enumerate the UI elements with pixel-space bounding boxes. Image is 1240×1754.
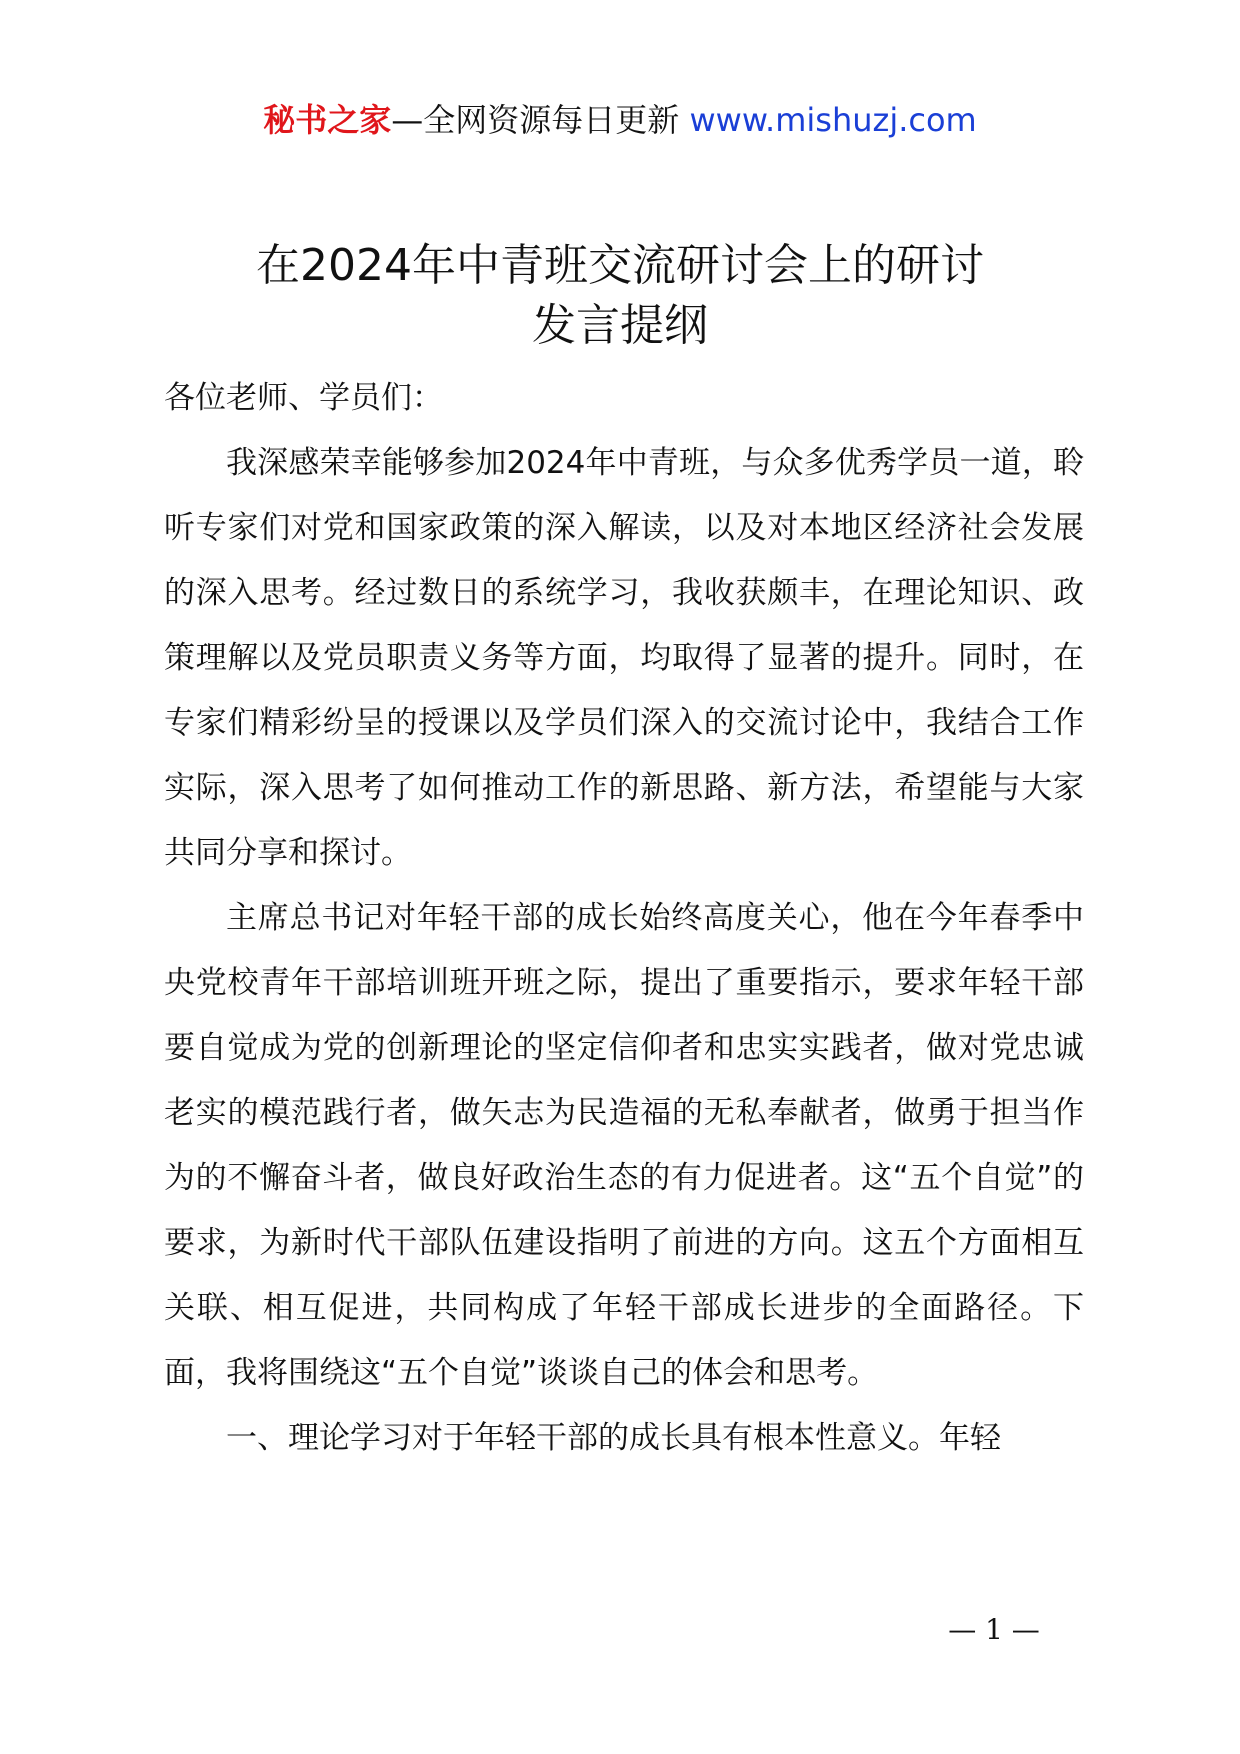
- salutation: 各位老师、学员们：: [164, 380, 443, 416]
- document-body: [164, 366, 1084, 1471]
- brand-name: 秘书之家: [263, 101, 392, 139]
- title-line-2: 发言提纲: [532, 300, 708, 351]
- title-line-1: 在2024年中青班交流研讨会上的研讨: [256, 240, 984, 291]
- paragraph-section-one: 一、理论学习对于年轻干部的成长具有根本性意义。年轻: [226, 1420, 1001, 1456]
- page-number: — 1 —: [948, 1613, 1040, 1646]
- document-title: [0, 236, 1240, 356]
- site-banner: [0, 98, 1240, 142]
- paragraph-five-requirements: 主席总书记对年轻干部的成长始终高度关心，他在今年春季中央党校青年干部培训班开班之际，提出了重要指示，要求年轻干部要自觉成为党的创新理论的坚定信仰者和忠实实践者，做对党忠诚老实的模范践行者，做矢志为民造福的无私奉献者，做勇于担当作为的不懈奋斗者，做良好政治生态的有力促进者。这“五个自觉”的要求，为新时代干部队伍建设指明了前进的方向。这五个方面相互关联、相互促进，共同构成了年轻干部成长进步的全面路径。下面，我将围绕这“五个自觉”谈谈自己的体会和思考。: [164, 900, 1084, 1391]
- paragraph-intro: 我深感荣幸能够参加2024年中青班，与众多优秀学员一道，聆听专家们对党和国家政策的深入解读，以及对本地区经济社会发展的深入思考。经过数日的系统学习，我收获颇丰，在理论知识、政策理解以及党员职责义务等方面，均取得了显著的提升。同时，在专家们精彩纷呈的授课以及学员们深入的交流讨论中，我结合工作实际，深入思考了如何推动工作的新思路、新方法，希望能与大家共同分享和探讨。: [164, 445, 1084, 871]
- site-url-link[interactable]: www.mishuzj.com: [689, 101, 977, 139]
- banner-tagline: —全网资源每日更新: [391, 101, 680, 139]
